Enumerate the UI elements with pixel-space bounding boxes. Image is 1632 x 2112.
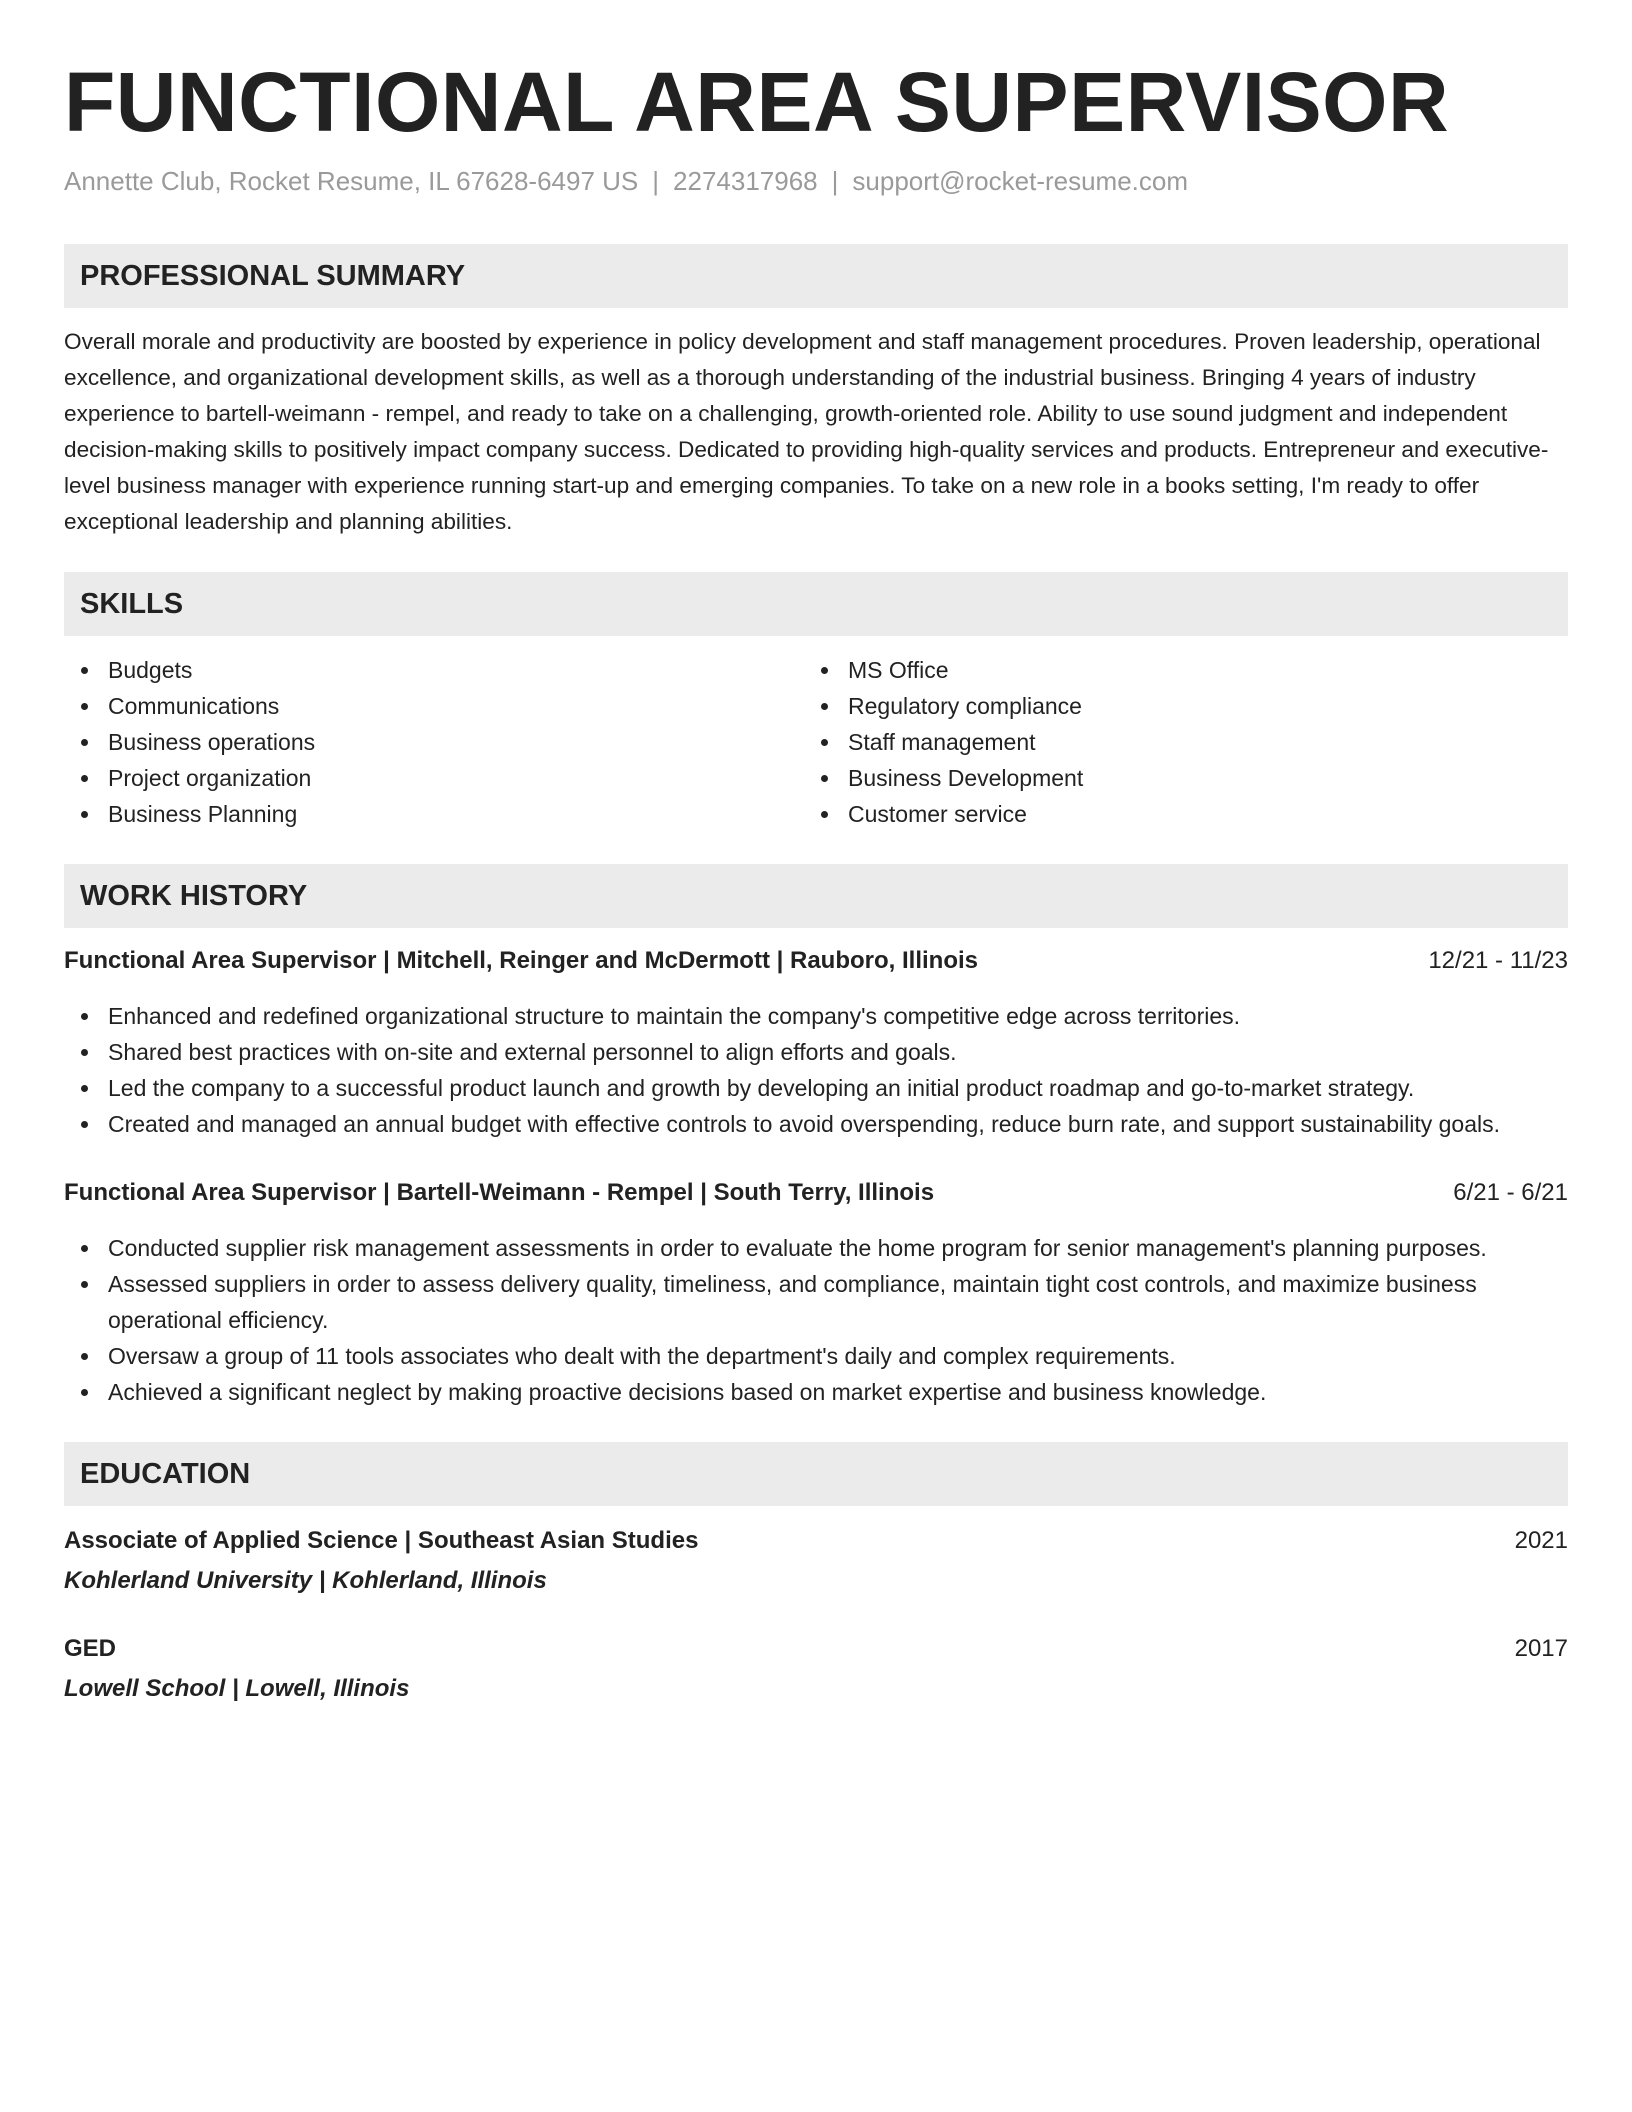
skill-item: Project organization — [64, 760, 804, 796]
skills-list-right — [804, 652, 1544, 832]
skills-columns — [64, 652, 1568, 832]
education-year: 2017 — [1514, 1635, 1568, 1662]
job-bullet: Assessed suppliers in order to assess delivery quality, timeliness, and compliance, maintain tight cost controls, and maximize business operational efficiency. — [64, 1266, 1568, 1338]
contact-phone: 2274317968 — [673, 166, 818, 196]
education-section — [64, 1442, 1568, 1706]
contact-email[interactable]: support@rocket-resume.com — [852, 166, 1189, 196]
job-bullet: Conducted supplier risk management assessments in order to evaluate the home program for senior management's planning purposes. — [64, 1230, 1568, 1266]
candidate-name: FUNCTIONAL AREA SUPERVISOR — [64, 55, 1450, 149]
work-history-section — [64, 864, 1568, 1410]
education-degree: GED — [64, 1635, 117, 1662]
skills-list-left — [64, 652, 804, 832]
skill-item: Business Development — [804, 760, 1544, 796]
contact-separator: | — [652, 166, 660, 196]
education-degree: Associate of Applied Science | Southeast Asian Studies — [64, 1527, 699, 1554]
education-header — [64, 1632, 1568, 1666]
job-bullet: Created and managed an annual budget with effective controls to avoid overspending, reduce burn rate, and support sustainability goals. — [64, 1106, 1568, 1142]
skill-item: Business Planning — [64, 796, 804, 832]
skill-item: Regulatory compliance — [804, 688, 1544, 724]
job-dates: 12/21 - 11/23 — [1428, 947, 1568, 974]
education-school: Kohlerland University | Kohlerland, Illinois — [64, 1567, 547, 1594]
job-bullet: Oversaw a group of 11 tools associates who dealt with the department's daily and complex requirements. — [64, 1338, 1568, 1374]
skills-heading: SKILLS — [64, 572, 1568, 636]
summary-section — [64, 244, 1568, 540]
education-entry — [64, 1632, 1568, 1706]
job-dates: 6/21 - 6/21 — [1453, 1179, 1568, 1206]
skill-item: Customer service — [804, 796, 1544, 832]
job-bullet: Led the company to a successful product launch and growth by developing an initial product roadmap and go-to-market strategy. — [64, 1070, 1568, 1106]
work-history-heading: WORK HISTORY — [64, 864, 1568, 928]
job-bullets — [64, 1230, 1568, 1410]
skill-item: Staff management — [804, 724, 1544, 760]
summary-text: Overall morale and productivity are boosted by experience in policy development and staff management procedures. Proven leadership, operational excellence, and organizational development skills, as well as a thorough understanding of the industrial business. Bringing 4 years of industry experience to bartell-weimann - rempel, and ready to take on a challenging, growth-oriented role. Ability to use sound judgment and independent decision-making skills to positively impact company success. Dedicated to providing high-quality services and products. Entrepreneur and executive-level business manager with experience running start-up and emerging companies. To take on a new role in a books setting, I'm ready to offer exceptional leadership and planning abilities. — [64, 329, 1549, 534]
job-entry — [64, 1176, 1568, 1410]
skill-item: Budgets — [64, 652, 804, 688]
job-header — [64, 944, 1568, 978]
education-entry — [64, 1524, 1568, 1598]
job-bullets — [64, 998, 1568, 1142]
job-bullet: Enhanced and redefined organizational structure to maintain the company's competitive edge across territories. — [64, 998, 1568, 1034]
job-bullet: Achieved a significant neglect by making proactive decisions based on market expertise and business knowledge. — [64, 1374, 1568, 1410]
job-header — [64, 1176, 1568, 1210]
skills-section — [64, 572, 1568, 832]
job-title: Functional Area Supervisor | Mitchell, Reinger and McDermott | Rauboro, Illinois — [64, 947, 979, 974]
education-header — [64, 1524, 1568, 1558]
summary-heading: PROFESSIONAL SUMMARY — [64, 244, 1568, 308]
skill-item: Business operations — [64, 724, 804, 760]
job-bullet: Shared best practices with on-site and external personnel to align efforts and goals. — [64, 1034, 1568, 1070]
job-entry — [64, 944, 1568, 1142]
skill-item: Communications — [64, 688, 804, 724]
education-year: 2021 — [1514, 1527, 1568, 1554]
contact-separator: | — [831, 166, 839, 196]
contact-line — [64, 164, 1568, 198]
job-title: Functional Area Supervisor | Bartell-Weimann - Rempel | South Terry, Illinois — [64, 1179, 935, 1206]
skill-item: MS Office — [804, 652, 1544, 688]
education-school: Lowell School | Lowell, Illinois — [64, 1675, 410, 1702]
education-heading: EDUCATION — [64, 1442, 1568, 1506]
contact-address: Annette Club, Rocket Resume, IL 67628-6497 US — [64, 166, 639, 196]
